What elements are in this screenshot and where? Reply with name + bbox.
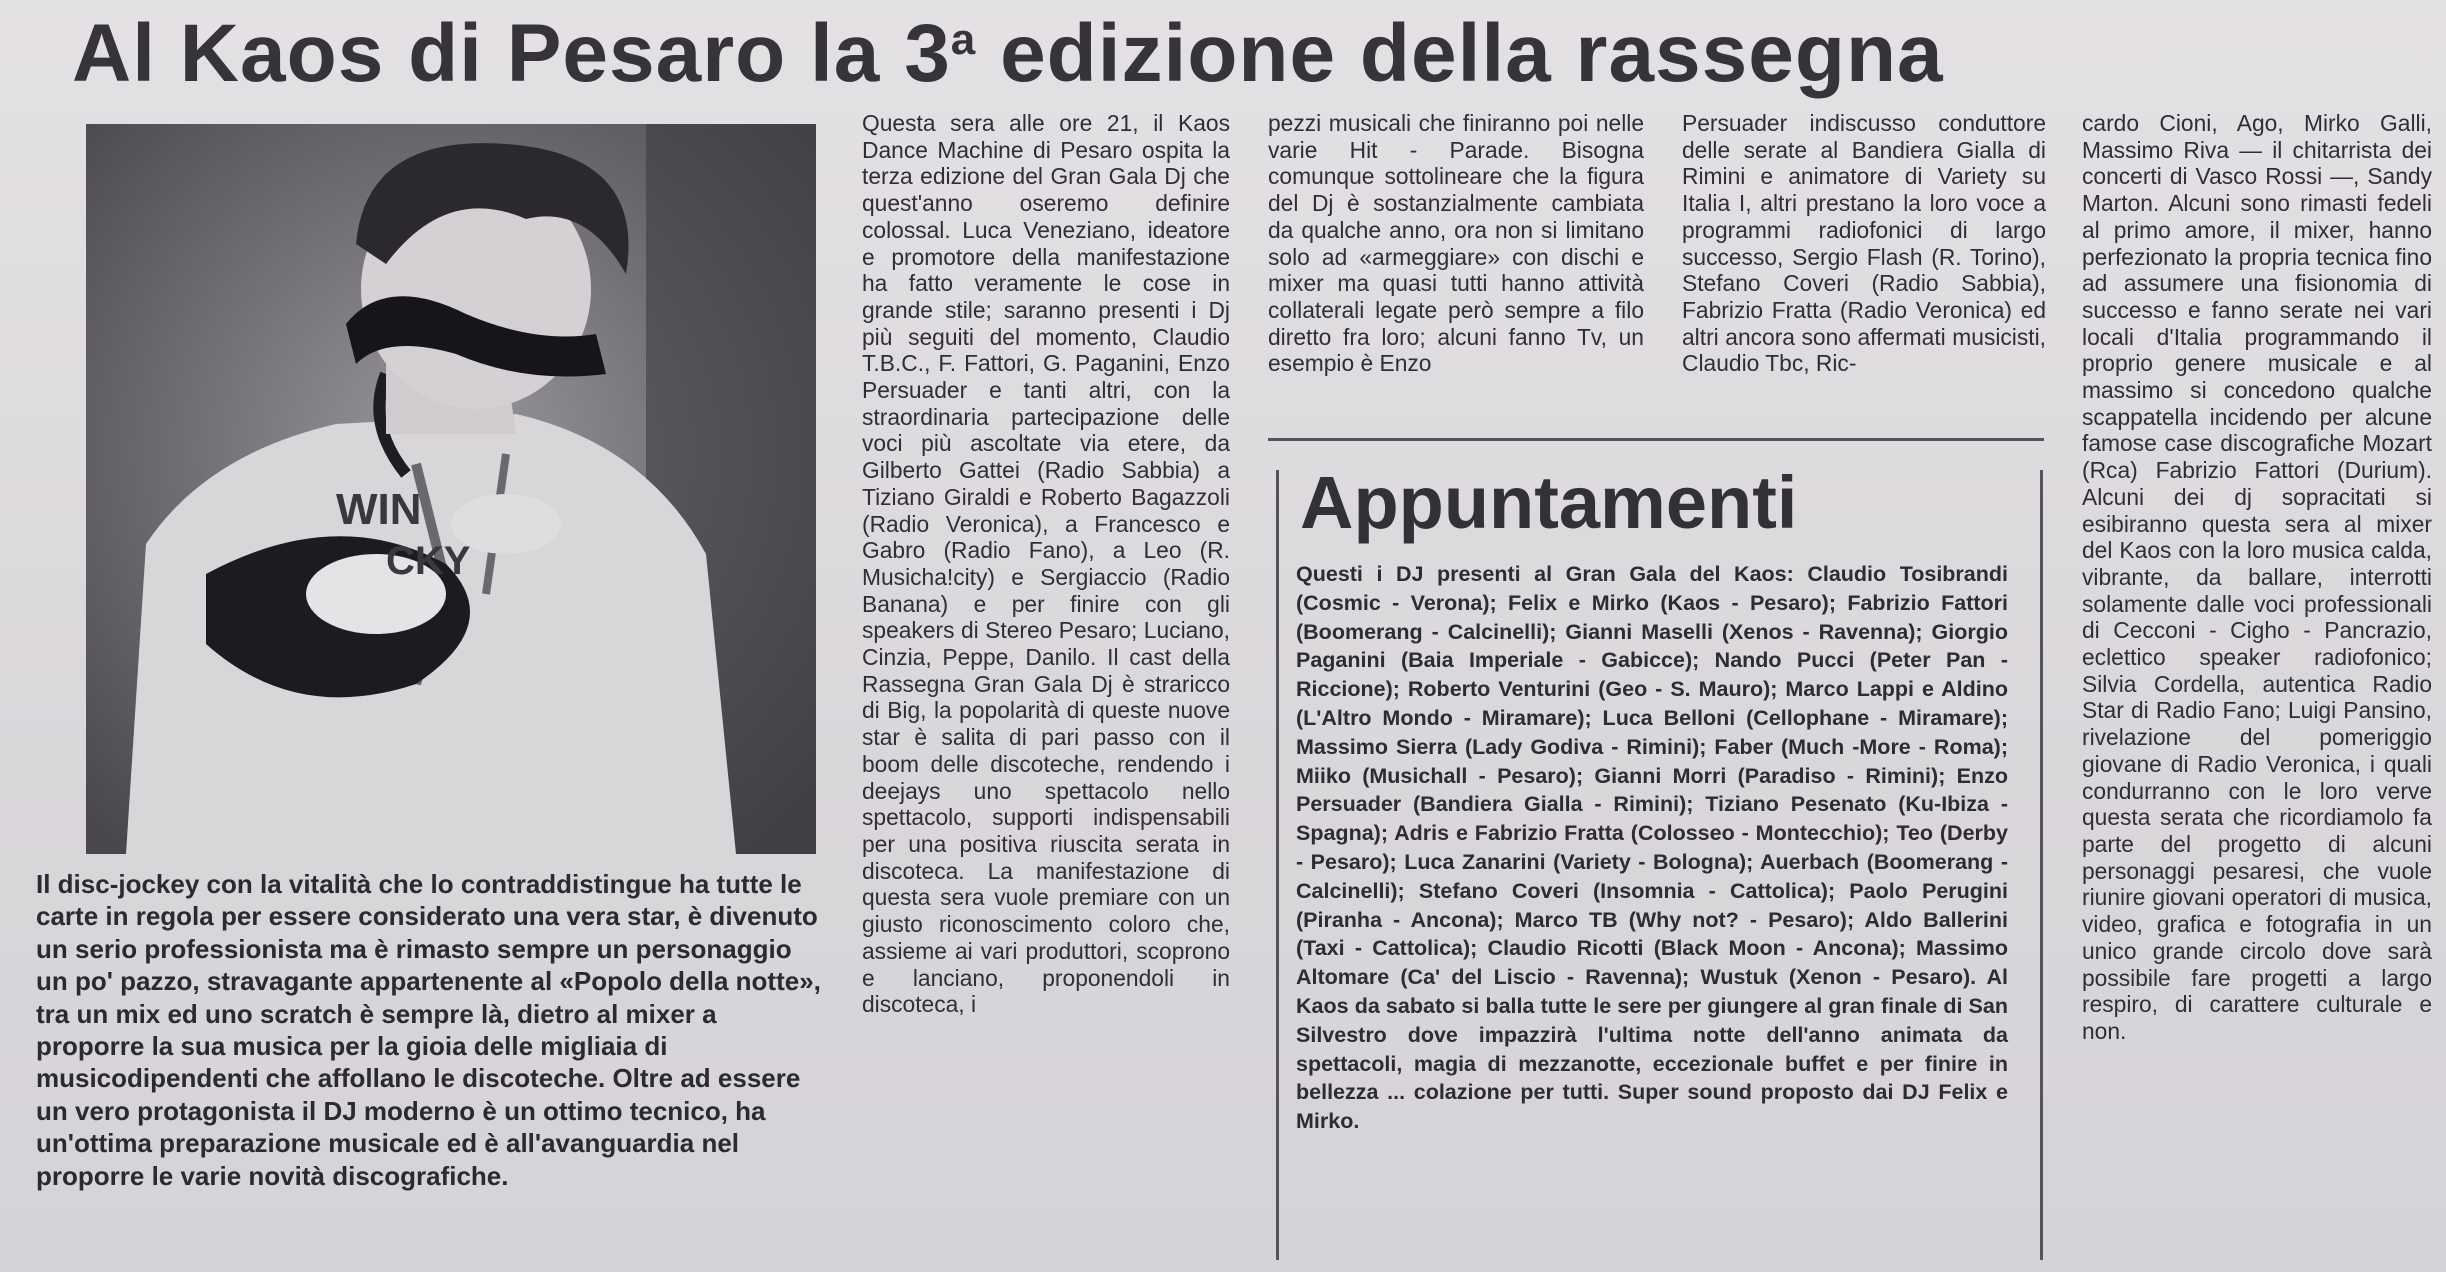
article-column-2: [1268, 110, 1644, 426]
box-left-rule: [1276, 470, 1279, 1260]
article-column-1: [862, 110, 1230, 1260]
box-top-rule: [1268, 438, 2044, 441]
headline: [72, 4, 2402, 104]
article-column-1-text: Questa sera alle ore 21, il Kaos Dance Machine di Pesaro ospita la terza edizione del Gran Gala Dj che quest'anno oseremo definire colossal. Luca Veneziano, ideatore e promotore della manifestazione ha fatto veramente le cose in grande stile; saranno presenti i Dj più seguiti del momento, Claudio T.B.C., F. Fattori, G. Paganini, Enzo Persuader e tanti altri, con la straordinaria partecipazione delle voci più ascoltate via etere, da Gilberto Gattei (Radio Sabbia) a Tiziano Giraldi e Roberto Bagazzoli (Radio Veronica), a Francesco e Gabro (Radio Fano), a Leo (R. Musicha!city) e Sergiaccio (Radio Banana) e per finire con gli speakers di Stereo Pesaro; Luciano, Cinzia, Peppe, Danilo. Il cast della Rassegna Gran Gala Dj è straricco di Big, la popolarità di queste nuove star è salita di pari passo con il boom delle discoteche, rendendo i deejays uno spettacolo nello spettacolo, supporti indispensabili per una positiva riuscita serata in discoteca. La manifestazione di questa sera vuole premiare con un giusto riconoscimento coloro che, assieme ai vari produttori, scoprono e lanciano, proponendoli in discoteca, i: [862, 110, 1230, 1018]
article-column-4-text: cardo Cioni, Ago, Mirko Galli, Massimo Riva — il chitarrista dei concerti di Vasco Rossi —, Sandy Marton. Alcuni sono rimasti fedeli al primo amore, il mixer, hanno perfezionato la propria tecnica fino ad assumere una fisionomia di successo e fanno serate nei vari locali d'Italia programmando il proprio genere musicale e al massimo si concedono qualche scappatella incidendo per alcune famose case discografiche Mozart (Rca) Fabrizio Fattori (Durium). Alcuni dei dj sopracitati si esibiranno questa sera al mixer del Kaos con la loro musica calda, vibrante, da ballare, interrotti solamente dalle voci professionali di Cecconi - Cigho - Pancrazio, eclettico speaker radiofonico; Silvia Cordella, autentica Radio Star di Radio Fano; Luigi Pansino, rivelazione del pomeriggio giovane di Radio Veronica, i quali condurranno con le loro verve questa serata che ricordiamolo fa parte del progetto di alcuni personaggi pesaresi, che vuole riunire giovani operatori di musica, video, grafica e fotografia in un unico grande circolo dove sarà possibile fare progetti a largo respiro, di carattere culturale e non.: [2082, 110, 2432, 1044]
article-column-4: [2082, 110, 2432, 1260]
photo-caption: [36, 868, 826, 1258]
caption-text: Il disc-jockey con la vitalità che lo contraddistingue ha tutte le carte in regola per essere considerato una vera star, è divenuto un serio professionista ma è rimasto sempre un personaggio un po' pazzo, stravagante appartenente al «Popolo della notte», tra un mix ed uno scratch è sempre là, dietro al mixer a proporre la sua musica per la gioia delle migliaia di musicodipendenti che affollano le discoteche. Oltre ad essere un vero protagonista il DJ moderno è un ottimo tecnico, ha un'ottima preparazione musicale ed è all'avanguardia nel proporre le varie novità discografiche.: [36, 869, 821, 1191]
headline-text-pre: Al Kaos di Pesaro la 3: [72, 8, 951, 99]
shirt-print-2: CKY: [386, 539, 471, 583]
headline-text-post: edizione della rassegna: [976, 8, 1944, 99]
dj-photo: [86, 124, 816, 854]
box-text: [1296, 560, 2008, 1260]
box-right-rule: [2040, 470, 2043, 1260]
article-column-2-text: pezzi musicali che finiranno poi nelle varie Hit - Parade. Bisogna comunque sottolineare che la figura del Dj è sostanzialmente cambiata da qualche anno, ora non si limitano solo ad «armeggiare» con dischi e mixer ma quasi tutti hanno attività collaterali legate però sempre a filo diretto fra loro; alcuni fanno Tv, un esempio è Enzo: [1268, 110, 1644, 377]
dj-portrait-illustration: [86, 124, 816, 854]
box-title: Appuntamenti: [1300, 461, 1798, 544]
article-column-3: [1682, 110, 2046, 426]
box-text-body: Questi i DJ presenti al Gran Gala del Kaos: Claudio Tosibrandi (Cosmic - Verona); Felix e Mirko (Kaos - Pesaro); Fabrizio Fattori (Boomerang - Calcinelli); Gianni Maselli (Xenos - Ravenna); Giorgio Paganini (Baia Imperiale - Gabicce); Nando Pucci (Peter Pan - Riccione); Roberto Venturini (Geo - S. Mauro); Marco Lappi e Aldino (L'Altro Mondo - Miramare); Luca Belloni (Cellophane - Miramare); Massimo Sierra (Lady Godiva - Rimini); Faber (Much -More - Roma); Miiko (Musichall - Pesaro); Gianni Morri (Paradiso - Rimini); Enzo Persuader (Bandiera Gialla - Rimini); Tiziano Pesenato (Ku-Ibiza - Spagna); Adris e Fabrizio Fratta (Colosseo - Montecchio); Teo (Derby - Pesaro); Luca Zanarini (Variety - Bologna); Auerbach (Boomerang - Calcinelli); Stefano Coveri (Insomnia - Cattolica); Paolo Perugini (Piranha - Ancona); Marco TB (Why not? - Pesaro); Aldo Ballerini (Taxi - Cattolica); Claudio Ricotti (Black Moon - Ancona); Massimo Altomare (Ca' del Liscio - Ravenna); Wustuk (Xenon - Pesaro). Al Kaos da sabato si balla tutte le sere per giungere al gran finale di San Silvestro dove impazzirà l'ultima notte dell'anno animata da spettacoli, magia di mezzanotte, eccezionale buffet e per finire in bellezza ... colazione per tutti. Super sound proposto dai DJ Felix e Mirko.: [1296, 562, 2008, 1134]
article-column-3-text: Persuader indiscusso conduttore delle serate al Bandiera Gialla di Rimini e animatore di Variety su Italia I, altri prestano la loro voce a programmi radiofonici di largo successo, Sergio Flash (R. Torino), Stefano Coveri (Radio Sabbia), Fabrizio Fratta (Radio Veronica) ed altri ancora sono affermati musicisti, Claudio Tbc, Ric-: [1682, 110, 2046, 377]
headline-ordinal: a: [950, 15, 977, 64]
shirt-print: WIN: [336, 485, 422, 534]
